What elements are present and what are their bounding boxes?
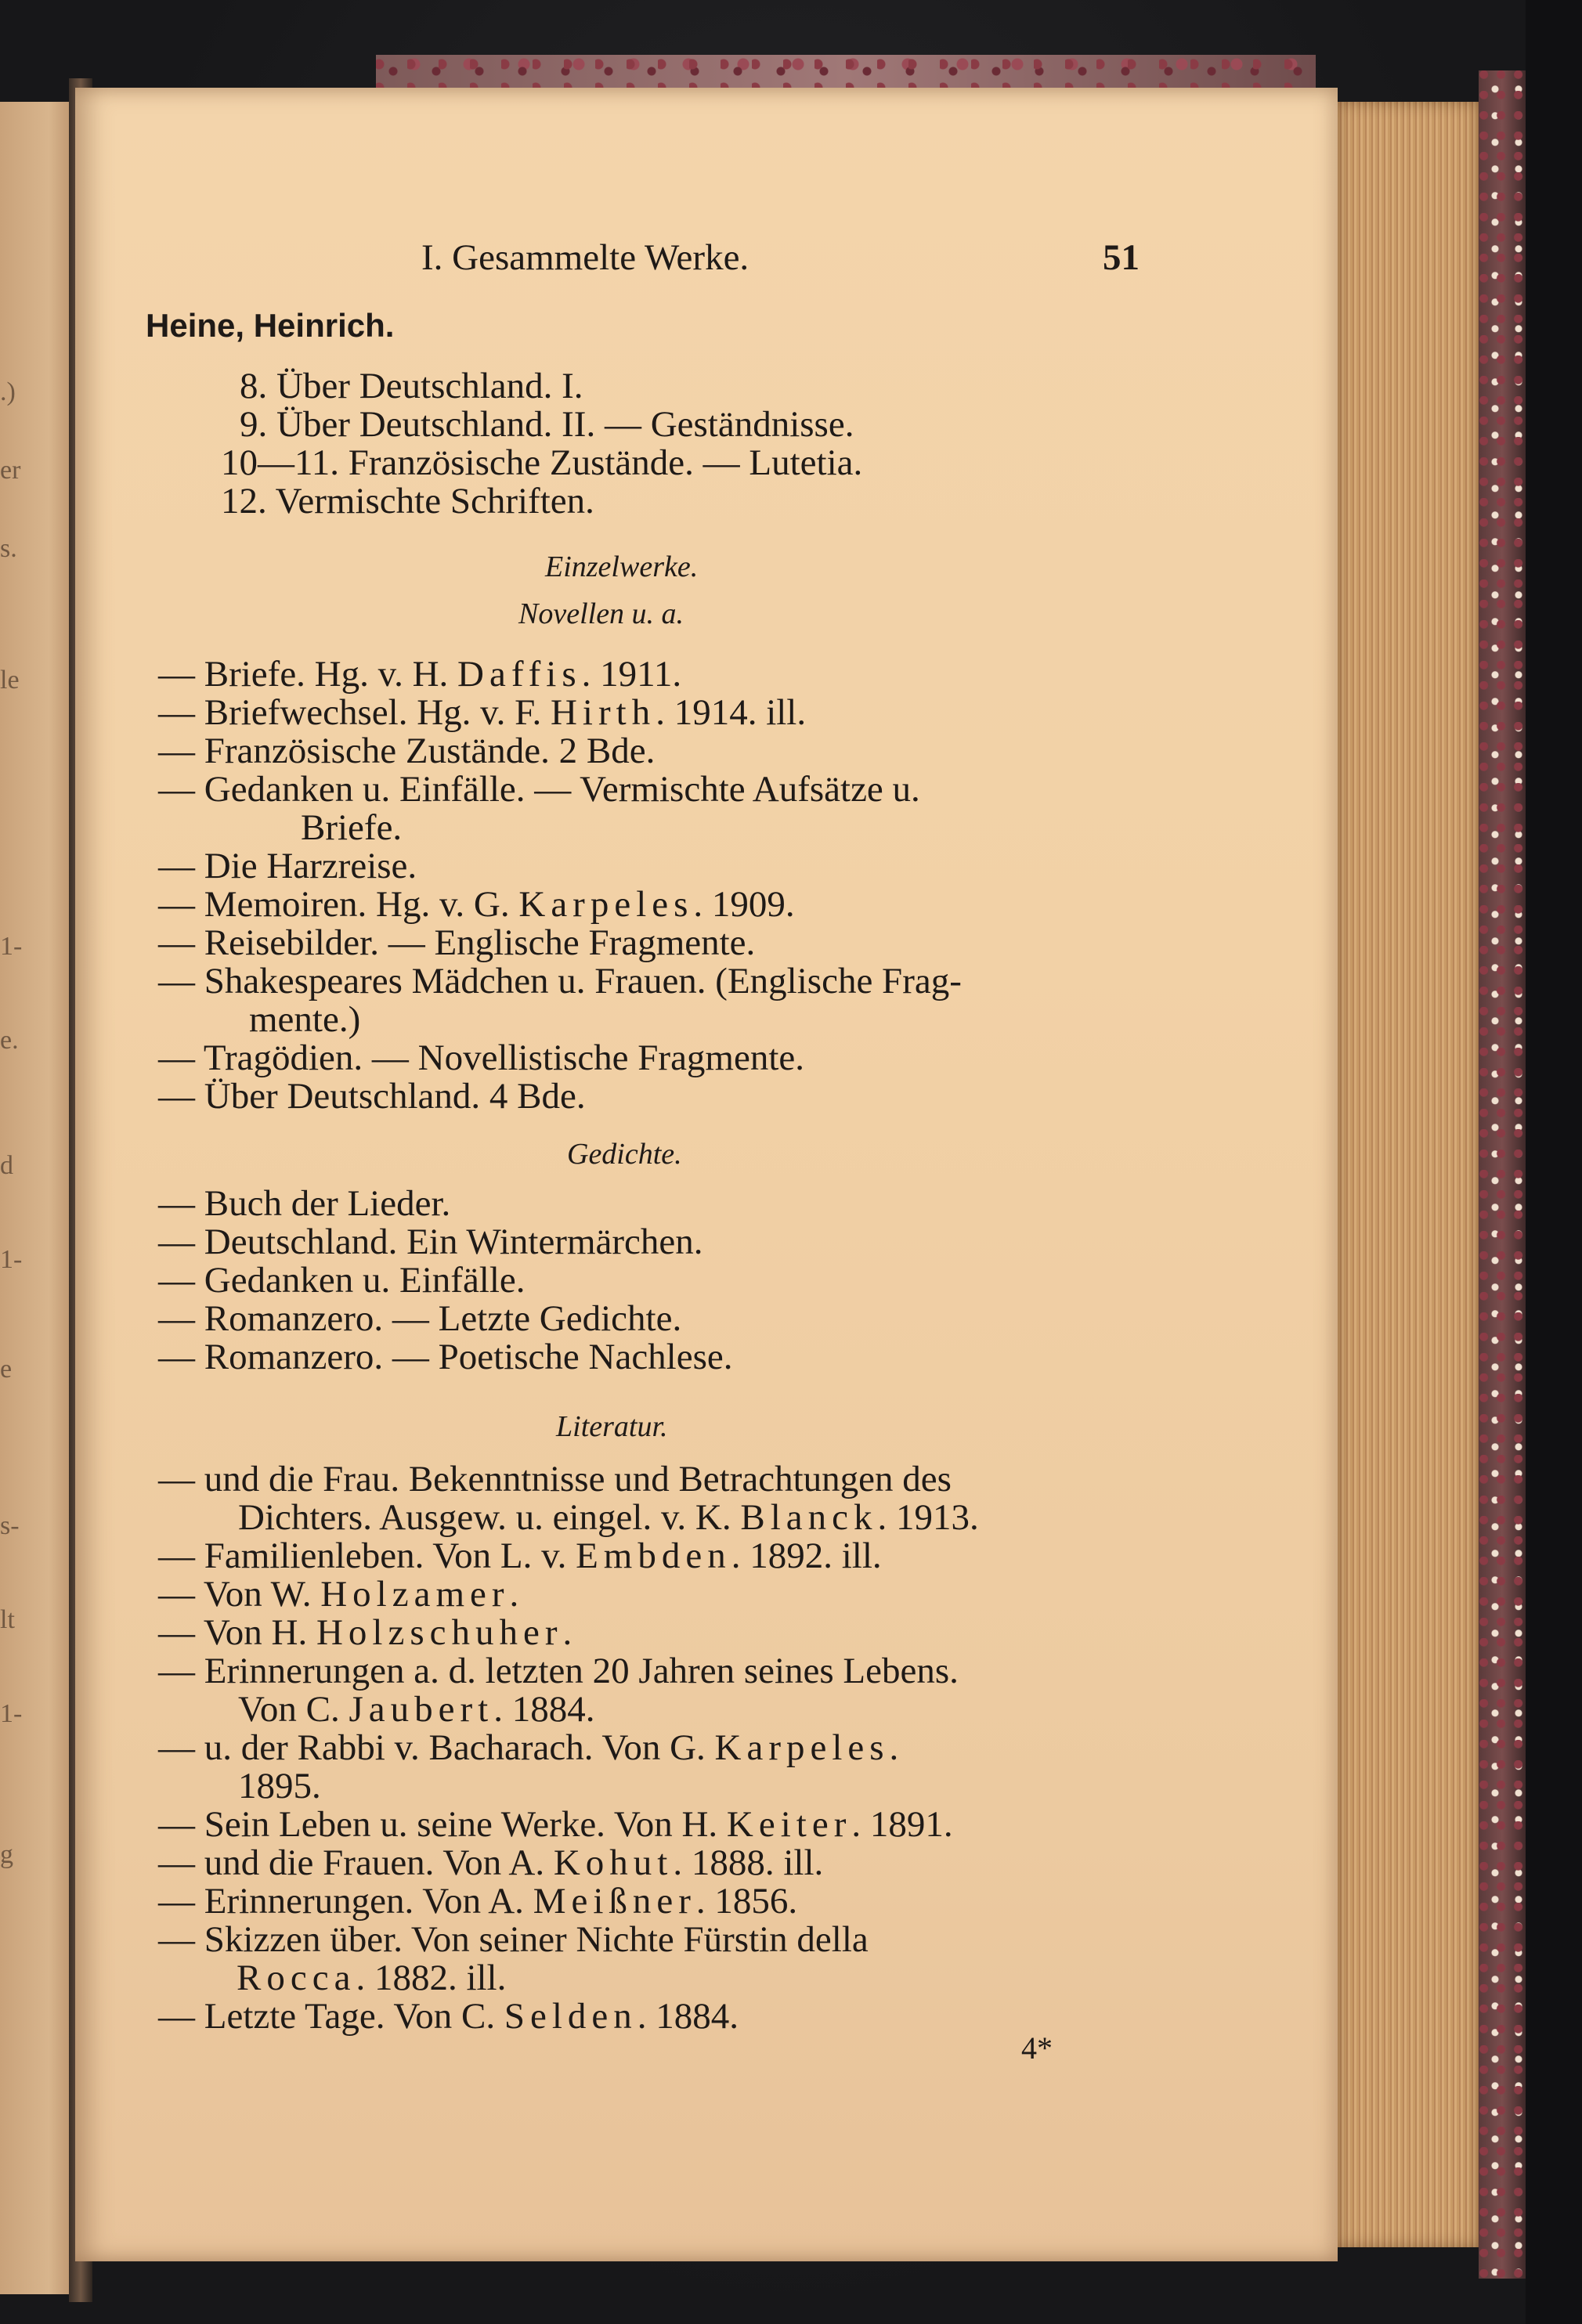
spaced-author-name: Rocca	[237, 1958, 356, 1998]
entry-text: — Erinnerungen a. d. letzten 20 Jahren seines Lebens.	[158, 1651, 959, 1691]
entry-suffix: . 1856.	[695, 1881, 798, 1922]
entry-line	[238, 1496, 979, 1539]
entry-suffix: . 1913.	[877, 1497, 979, 1538]
entry-text: — Tragödien. — Novellistische Fragmente.	[158, 1038, 805, 1078]
entry-line	[158, 1995, 739, 2037]
entry-line	[158, 1611, 572, 1654]
entry-line	[158, 1075, 586, 1117]
entry-line	[158, 768, 920, 810]
facing-glyph: e	[0, 1355, 13, 1384]
facing-glyph: d	[0, 1151, 13, 1180]
facing-glyph: lt	[0, 1605, 15, 1634]
entry-line	[158, 845, 417, 887]
entry-line	[158, 1037, 804, 1079]
entry-line	[158, 922, 755, 964]
entry-text: — Französische Zustände. 2 Bde.	[158, 731, 656, 771]
entry-line: — Gedanken u. Einfälle.	[158, 1260, 526, 1301]
facing-glyph: 1-	[0, 932, 23, 961]
entry-text: — u. der Rabbi v. Bacharach. Von G.	[158, 1727, 715, 1768]
entry-line	[158, 1727, 898, 1769]
entry-line: — Buch der Lieder.	[158, 1183, 451, 1224]
entry-line	[158, 960, 962, 1002]
spaced-author-name: Embden	[576, 1536, 731, 1576]
entry-suffix: . 1914. ill.	[656, 692, 807, 733]
signature-mark: 4*	[1021, 2030, 1053, 2066]
facing-glyph: 1-	[0, 1699, 23, 1728]
entry-line	[158, 730, 655, 772]
entry-text: — und die Frauen. Von A.	[158, 1842, 554, 1883]
author-heading: Heine, Heinrich.	[146, 307, 395, 344]
entry-line	[158, 1535, 882, 1577]
entry-suffix: . 1892. ill.	[731, 1536, 882, 1576]
entry-text: — Letzte Tage. Von C.	[158, 1996, 504, 2037]
entry-text: — Skizzen über. Von seiner Nichte Fürstin della	[158, 1919, 869, 1960]
entry-text: mente.)	[249, 999, 361, 1040]
entry-suffix: . 1888. ill.	[673, 1842, 824, 1883]
entry-line	[158, 883, 795, 926]
entry-text: Briefe.	[301, 807, 403, 848]
volume-line: 9. Über Deutschland. II. — Geständnisse.	[240, 404, 854, 445]
entry-text: — Erinnerungen. Von A.	[158, 1881, 533, 1922]
entry-line	[158, 1650, 959, 1692]
section-literatur: Literatur.	[556, 1410, 668, 1443]
entry-text: — Shakespeares Mädchen u. Frauen. (Englische Frag-	[158, 961, 962, 1001]
entry-text: 1895.	[238, 1766, 321, 1806]
spaced-author-name: Blanck	[740, 1497, 878, 1538]
entry-line: — Deutschland. Ein Wintermärchen.	[158, 1222, 703, 1262]
entry-line	[158, 653, 681, 695]
entry-suffix: . 1884.	[637, 1996, 739, 2037]
entry-text: — Reisebilder. — Englische Fragmente.	[158, 922, 756, 963]
volume-line: 8. Über Deutschland. I.	[240, 366, 583, 406]
entry-suffix: . 1884.	[493, 1689, 595, 1730]
entry-text: — Von W.	[158, 1574, 321, 1615]
entry-line	[158, 691, 806, 734]
page-number: 51	[1103, 237, 1140, 278]
entry-suffix: . 1909.	[693, 884, 795, 925]
facing-glyph: g	[0, 1840, 13, 1869]
spaced-author-name: Hirth	[550, 692, 656, 733]
facing-glyph: s-	[0, 1511, 20, 1540]
spaced-author-name: Holzschuher	[316, 1612, 563, 1653]
entry-line	[158, 1458, 952, 1500]
entry-text: — Die Harzreise.	[158, 846, 417, 886]
entry-text: — Memoiren. Hg. v. G.	[158, 884, 519, 925]
entry-line	[158, 1880, 797, 1922]
spaced-author-name: Daffis	[457, 654, 582, 695]
section-gedichte: Gedichte.	[567, 1138, 682, 1171]
entry-text: — Gedanken u. Einfälle. — Vermischte Aufsätze u.	[158, 769, 920, 810]
binding-edge	[1526, 0, 1582, 2324]
entry-text: — Sein Leben u. seine Werke. Von H.	[158, 1804, 727, 1845]
entry-line	[237, 1957, 506, 1999]
entry-line	[158, 1803, 953, 1846]
spaced-author-name: Kohut	[553, 1842, 674, 1883]
running-header: I. Gesammelte Werke.	[421, 237, 749, 278]
entry-text: — Von H.	[158, 1612, 316, 1653]
entry-text: — Briefe. Hg. v. H.	[158, 654, 458, 695]
entry-suffix: . 1882. ill.	[356, 1958, 507, 1998]
volume-line: 10—11. Französische Zustände. — Lutetia.	[221, 442, 863, 483]
marbled-spine	[1479, 70, 1526, 2279]
entry-line	[238, 1688, 594, 1730]
facing-glyph: er	[0, 456, 21, 485]
spaced-author-name: Meißner	[533, 1881, 696, 1922]
spaced-author-name: Karpeles	[518, 884, 694, 925]
facing-glyph: 1-	[0, 1245, 23, 1274]
entry-line: — Romanzero. — Poetische Nachlese.	[158, 1337, 733, 1377]
facing-glyph: .)	[0, 377, 16, 406]
entry-text: — und die Frau. Bekenntnisse und Betrachtungen des	[158, 1459, 952, 1499]
spaced-author-name: Keiter	[726, 1804, 852, 1845]
section-einzelwerke: Einzelwerke.	[545, 550, 699, 583]
entry-text: Dichters. Ausgew. u. eingel. v. K.	[238, 1497, 741, 1538]
entry-line	[301, 807, 402, 849]
volume-line: 12. Vermischte Schriften.	[221, 481, 594, 521]
spaced-author-name: Jaubert	[349, 1689, 494, 1730]
entry-suffix: . 1911.	[581, 654, 682, 695]
entry-line	[249, 998, 360, 1041]
spaced-author-name: Holzamer	[320, 1574, 510, 1615]
section-novellen: Novellen u. a.	[518, 597, 684, 630]
entry-text: — Über Deutschland. 4 Bde.	[158, 1076, 586, 1117]
facing-glyph: le	[0, 666, 20, 695]
entry-suffix: .	[889, 1727, 899, 1768]
page-edges	[1338, 102, 1479, 2247]
entry-line	[158, 1842, 823, 1884]
entry-line: — Romanzero. — Letzte Gedichte.	[158, 1298, 682, 1339]
entry-suffix: .	[562, 1612, 572, 1653]
spaced-author-name: Karpeles	[714, 1727, 890, 1768]
entry-text: — Familienleben. Von L. v.	[158, 1536, 576, 1576]
entry-suffix: . 1891.	[851, 1804, 953, 1845]
entry-line	[158, 1573, 518, 1615]
entry-line	[238, 1765, 321, 1807]
entry-text: Von C.	[238, 1689, 349, 1730]
entry-line	[158, 1918, 869, 1961]
entry-text: — Briefwechsel. Hg. v. F.	[158, 692, 551, 733]
facing-glyph: s.	[0, 534, 17, 563]
facing-glyph: e.	[0, 1026, 19, 1055]
spaced-author-name: Selden	[504, 1996, 637, 2037]
entry-suffix: .	[509, 1574, 519, 1615]
